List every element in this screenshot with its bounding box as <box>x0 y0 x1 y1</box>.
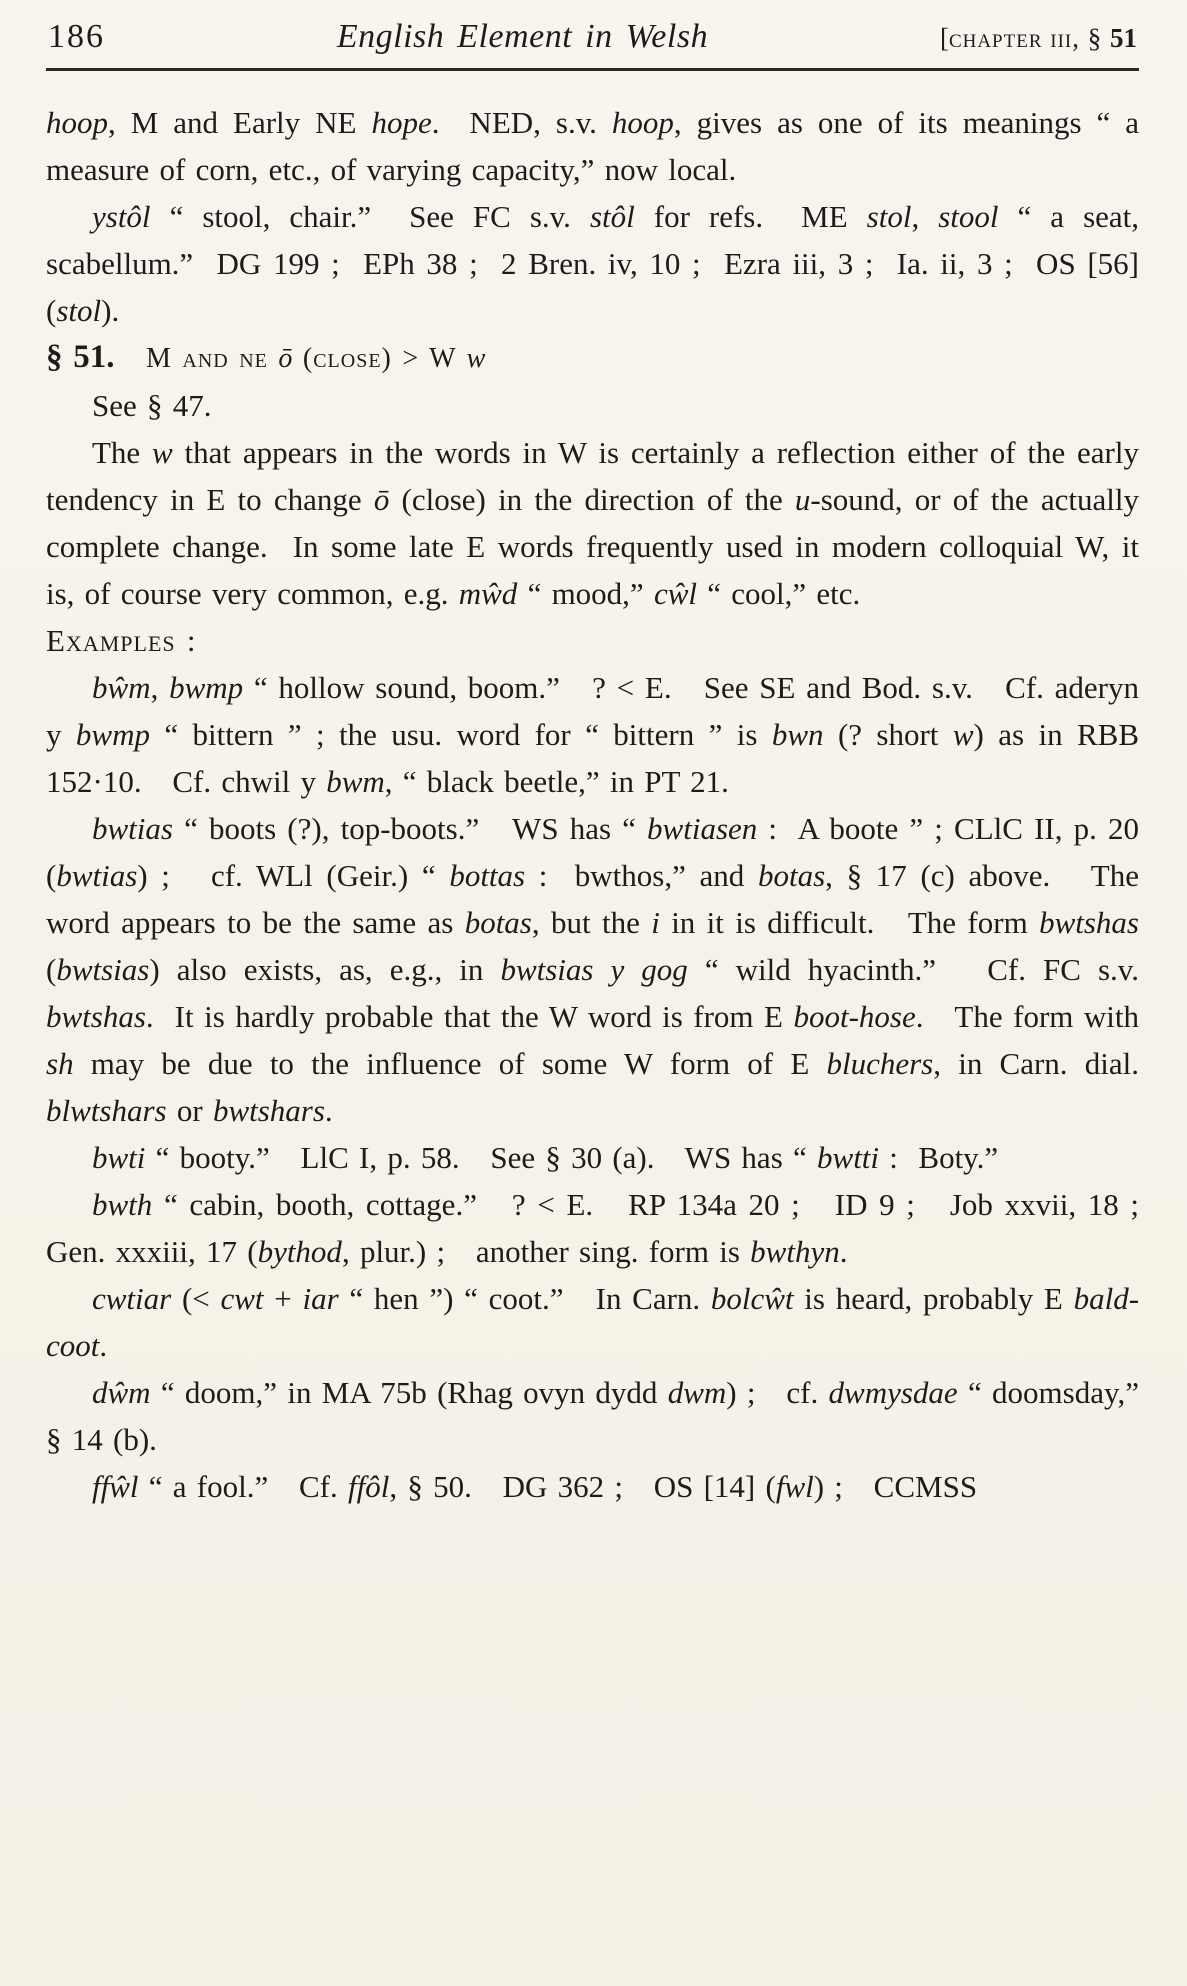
text-run: ( <box>46 905 1150 987</box>
entry-bwth <box>46 1181 1170 1275</box>
text-run: may be due to the influence of some W form of E <box>73 1046 827 1081</box>
text-run: u <box>794 482 811 517</box>
text-run: Examples : <box>46 623 197 658</box>
page-number: 186 <box>48 18 105 55</box>
entry-bwm <box>46 664 1150 805</box>
text-run: bwmp <box>169 670 244 705</box>
text-run: . It is hardly probable that the W word is from E <box>145 999 794 1034</box>
text-run: , plur.) ; another sing. form is <box>341 1234 751 1269</box>
text-run: boot-hose <box>793 999 916 1034</box>
text-run: bythod <box>257 1234 342 1269</box>
text-run: [ <box>939 23 949 53</box>
text-run: bolcŵt <box>710 1281 794 1316</box>
text-run: , <box>911 199 939 234</box>
text-run: “ doomsday,” § 14 (b). <box>46 1375 1150 1457</box>
text-run: hoop <box>46 105 108 140</box>
text-run: bwm <box>326 764 385 799</box>
text-run: bwti <box>92 1140 146 1175</box>
section-heading <box>46 334 1139 382</box>
text-run: + <box>263 1281 303 1316</box>
text-run: ) as in RBB 152·10. Cf. chwil y <box>46 717 1150 799</box>
text-run: fwl <box>775 1469 814 1504</box>
text-run: bŵm <box>92 670 151 705</box>
text-run: 51 <box>1110 23 1137 53</box>
text-run: . <box>839 1234 848 1269</box>
text-run: dwm <box>667 1375 727 1410</box>
text-run: § 51. <box>46 339 115 375</box>
entry-cwtiar <box>46 1275 1139 1369</box>
text-run: botas <box>464 905 532 940</box>
text-run: bottas <box>449 858 526 893</box>
text-run: “ cabin, booth, cottage.” ? < E. RP 134a 20 ; ID 9 ; Job xxvii, 18 ; Gen. xxxiii, 17 ( <box>46 1187 1170 1269</box>
header-rule <box>46 68 1139 71</box>
text-run: “ bittern ” ; the usu. word for “ bittern ” is <box>149 717 772 752</box>
page-body <box>46 99 1170 1510</box>
text-run: w <box>152 435 173 470</box>
text-run: that appears in the words in W is certainly a reflection either of the early tendency in E to change <box>46 435 1150 517</box>
entry-dwm <box>46 1369 1150 1463</box>
text-run: “ doom,” in MA 75b (Rhag ovyn dydd <box>150 1375 668 1410</box>
text-run: or <box>166 1093 213 1128</box>
text-run: bwtsias y gog <box>500 952 688 987</box>
text-run: bwtias <box>56 858 138 893</box>
text-run: . The form with <box>915 999 1150 1034</box>
text-run: “ booty.” LlC I, p. 58. See § 30 (a). WS has “ <box>145 1140 818 1175</box>
text-run: bwmp <box>75 717 150 752</box>
text-run: “ hen ”) “ coot.” In Carn. <box>338 1281 711 1316</box>
entry-ffwl <box>46 1463 1139 1510</box>
text-run: cŵl <box>653 576 698 611</box>
text-run: w <box>952 717 974 752</box>
text-run: cwtiar <box>92 1281 172 1316</box>
text-run: “ boots (?), top-boots.” WS has “ <box>172 811 648 846</box>
text-run: ystôl <box>92 199 151 234</box>
text-run: iar <box>302 1281 339 1316</box>
text-run: bwtias <box>92 811 173 846</box>
text-run: , § 50. DG 362 ; OS [14] ( <box>389 1469 776 1504</box>
text-run: (< <box>171 1281 221 1316</box>
text-run: “ a seat, scabellum.” DG 199 ; EPh 38 ; 2 Bren. iv, 10 ; Ezra iii, 3 ; Ia. ii, 3 ; OS [56] ( <box>46 199 1150 328</box>
text-run: stôl <box>589 199 635 234</box>
text-run: (? short <box>823 717 953 752</box>
entry-bwti <box>46 1134 1139 1181</box>
text-run: ) ; cf. <box>726 1375 829 1410</box>
text-run: w <box>466 343 486 374</box>
entry-ystol <box>46 193 1150 334</box>
text-run: bwthyn <box>750 1234 840 1269</box>
text-run: for refs. ME <box>634 199 867 234</box>
text-run: “ stool, chair.” See FC s.v. <box>150 199 590 234</box>
text-run: . NED, s.v. <box>431 105 612 140</box>
text-run: . <box>324 1093 333 1128</box>
text-run: : bwthos,” and <box>525 858 758 893</box>
running-title: English Element in Welsh <box>336 18 709 55</box>
text-run: ) ; cf. WLl (Geir.) “ <box>137 858 450 893</box>
text-run: : Boty.” <box>879 1140 999 1175</box>
text-run: M and ne <box>114 343 279 374</box>
text-run: ffŵl <box>92 1469 139 1504</box>
entry-hoop <box>46 99 1150 193</box>
text-run: stol <box>866 199 912 234</box>
text-run: “ a fool.” Cf. <box>138 1469 348 1504</box>
text-run: , “ black beetle,” in PT 21. <box>384 764 729 799</box>
text-run: . <box>99 1328 108 1363</box>
text-run: hope <box>371 105 432 140</box>
chapter-reference <box>940 23 1137 54</box>
text-run: , gives as one of its meanings “ a measure of corn, etc., of varying capacity,” now local. <box>46 105 1150 187</box>
text-run: bwtshars <box>212 1093 325 1128</box>
text-run: is heard, probably E <box>793 1281 1074 1316</box>
text-run: bwth <box>92 1187 153 1222</box>
text-run: ffôl <box>347 1469 390 1504</box>
text-run: ) ; CCMSS <box>813 1469 978 1504</box>
text-run: , but the <box>531 905 652 940</box>
text-run: in it is difficult. The form <box>659 905 1040 940</box>
text-run: i <box>651 905 660 940</box>
text-run: hoop <box>611 105 674 140</box>
text-run: cwt <box>220 1281 264 1316</box>
text-run: , M and Early NE <box>108 105 372 140</box>
text-run: (close) in the direction of the <box>389 482 795 517</box>
text-run: ). <box>101 293 120 328</box>
text-run: bluchers <box>826 1046 934 1081</box>
text-run: -sound, or of the actually complete change. In some late E words frequently used in modern colloquial W, it is, of course very common, e.g. <box>46 482 1150 611</box>
text-run: bwtshas <box>46 999 146 1034</box>
text-run: blwtshars <box>46 1093 167 1128</box>
text-run: bwn <box>771 717 824 752</box>
section-intro-paragraph <box>46 429 1150 617</box>
text-run: bwtti <box>817 1140 880 1175</box>
text-run: bwtsias <box>56 952 150 987</box>
text-run: mŵd <box>458 576 518 611</box>
running-header <box>46 10 1139 68</box>
text-run: “ wild hyacinth.” Cf. FC s.v. <box>687 952 1150 987</box>
text-run: (close) > W <box>292 343 467 374</box>
text-run: ) also exists, as, e.g., in <box>149 952 501 987</box>
text-run: , § 17 (c) above. The word appears to be the same as <box>46 858 1150 940</box>
text-run: chapter iii, § <box>948 23 1110 53</box>
text-run: The <box>92 435 153 470</box>
text-run: “ cool,” etc. <box>697 576 861 611</box>
text-run: , in Carn. dial. <box>933 1046 1150 1081</box>
text-run: , <box>150 670 170 705</box>
text-run: See § 47. <box>92 388 212 423</box>
text-run: botas <box>757 858 826 893</box>
text-run: stool <box>938 199 999 234</box>
text-run: sh <box>46 1046 74 1081</box>
text-run: ō <box>373 482 390 517</box>
text-run: ō <box>278 343 293 374</box>
text-run: dwmysdae <box>828 1375 958 1410</box>
text-run: bald-coot <box>46 1281 1140 1363</box>
see-reference <box>46 382 1139 429</box>
text-run: bwtshas <box>1039 905 1139 940</box>
text-run: “ mood,” <box>517 576 654 611</box>
entry-bwtias <box>46 805 1150 1134</box>
text-run: dŵm <box>92 1375 151 1410</box>
examples-label <box>46 617 1139 664</box>
text-run: : A boote ” ; CLlC II, p. 20 ( <box>46 811 1150 893</box>
text-run: stol <box>56 293 102 328</box>
text-run: bwtiasen <box>647 811 758 846</box>
text-run: “ hollow sound, boom.” ? < E. See SE and Bod. s.v. Cf. aderyn y <box>46 670 1150 752</box>
